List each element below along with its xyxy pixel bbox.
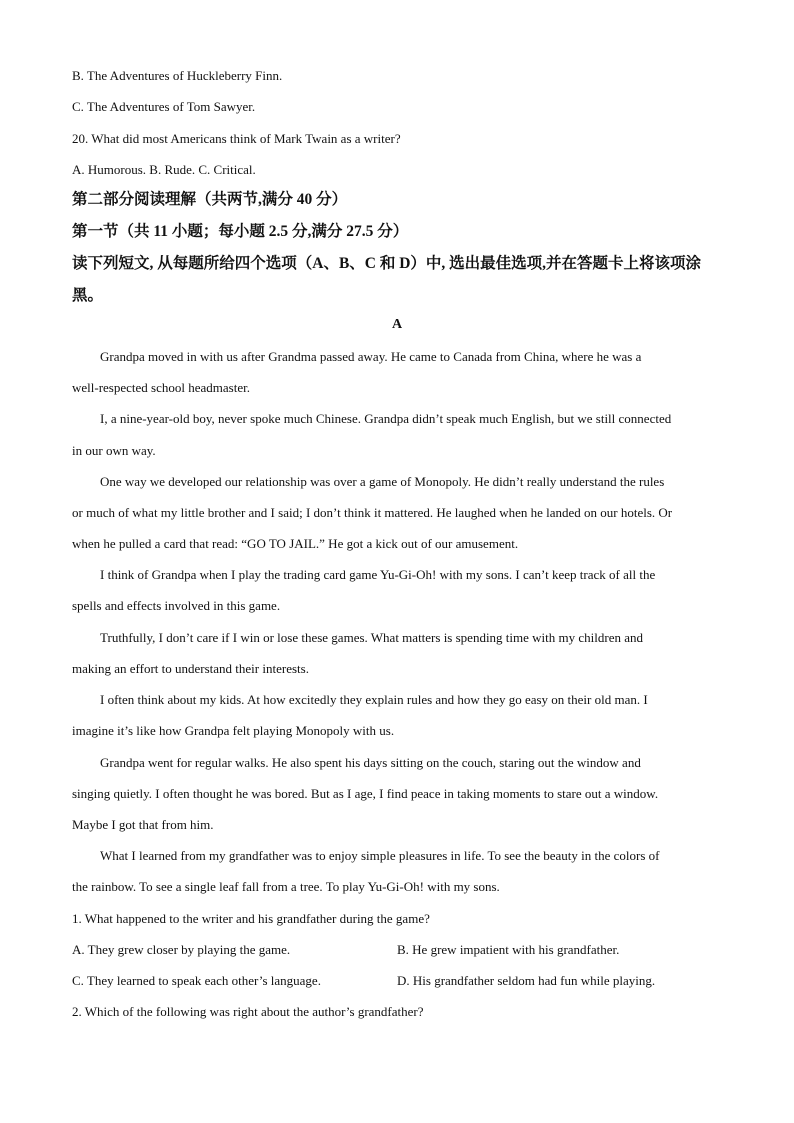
passage-line: well-respected school headmaster. bbox=[72, 380, 250, 395]
q1-option-a: A. They grew closer by playing the game. bbox=[72, 942, 291, 957]
q1-option-b: B. He grew impatient with his grandfather. bbox=[397, 942, 620, 957]
q19-option-c: C. The Adventures of Tom Sawyer. bbox=[72, 99, 256, 114]
passage-label: A bbox=[391, 317, 403, 332]
q20-options: A. Humorous. B. Rude. C. Critical. bbox=[72, 162, 256, 177]
part-title: 第二部分阅读理解（共两节,满分 40 分） bbox=[72, 191, 348, 208]
passage-line: What I learned from my grandfather was to enjoy simple pleasures in life. To see the beauty in the colors of bbox=[100, 848, 660, 863]
q1-option-c: C. They learned to speak each other’s language. bbox=[72, 973, 321, 988]
q1-stem: 1. What happened to the writer and his grandfather during the game? bbox=[72, 911, 430, 926]
instruction-line-1: 读下列短文, 从每题所给四个选项（A、B、C 和 D）中, 选出最佳选项,并在答题卡上将该项涂 bbox=[72, 255, 702, 272]
passage-line: when he pulled a card that read: “GO TO JAIL.” He got a kick out of our amusement. bbox=[72, 536, 519, 551]
passage-line: Grandpa went for regular walks. He also spent his days sitting on the couch, staring out the window and bbox=[100, 755, 641, 770]
passage-line: I, a nine-year-old boy, never spoke much Chinese. Grandpa didn’t speak much English, but we still connected bbox=[100, 411, 672, 426]
passage-line: Truthfully, I don’t care if I win or lose these games. What matters is spending time with my children and bbox=[100, 630, 644, 645]
passage-line: making an effort to understand their interests. bbox=[72, 661, 309, 676]
q20-stem: 20. What did most Americans think of Mark Twain as a writer? bbox=[72, 131, 401, 146]
instruction-line-2: 黑。 bbox=[72, 287, 104, 304]
passage-line: I think of Grandpa when I play the trading card game Yu-Gi-Oh! with my sons. I can’t keep track of all the bbox=[100, 567, 656, 582]
passage-line: the rainbow. To see a single leaf fall from a tree. To play Yu-Gi-Oh! with my sons. bbox=[72, 879, 500, 894]
q19-option-b: B. The Adventures of Huckleberry Finn. bbox=[72, 68, 283, 83]
passage-line: spells and effects involved in this game. bbox=[72, 598, 281, 613]
section-title: 第一节（共 11 小题；每小题 2.5 分,满分 27.5 分） bbox=[72, 223, 409, 240]
passage-line: in our own way. bbox=[72, 443, 156, 458]
passage-line: Maybe I got that from him. bbox=[72, 817, 214, 832]
q2-stem: 2. Which of the following was right about the author’s grandfather? bbox=[72, 1004, 424, 1019]
passage-line: imagine it’s like how Grandpa felt playing Monopoly with us. bbox=[72, 723, 395, 738]
passage-line: singing quietly. I often thought he was bored. But as I age, I find peace in taking moments to stare out a window. bbox=[72, 786, 659, 801]
passage-line: Grandpa moved in with us after Grandma passed away. He came to Canada from China, where he was a bbox=[100, 349, 642, 364]
q1-option-d: D. His grandfather seldom had fun while playing. bbox=[397, 973, 656, 988]
passage-line: or much of what my little brother and I said; I don’t think it mattered. He laughed when he landed on our hotels. Or bbox=[72, 505, 673, 520]
passage-line: I often think about my kids. At how excitedly they explain rules and how they go easy on their old man. I bbox=[100, 692, 648, 707]
passage-line: One way we developed our relationship was over a game of Monopoly. He didn’t really understand the rules bbox=[100, 474, 665, 489]
